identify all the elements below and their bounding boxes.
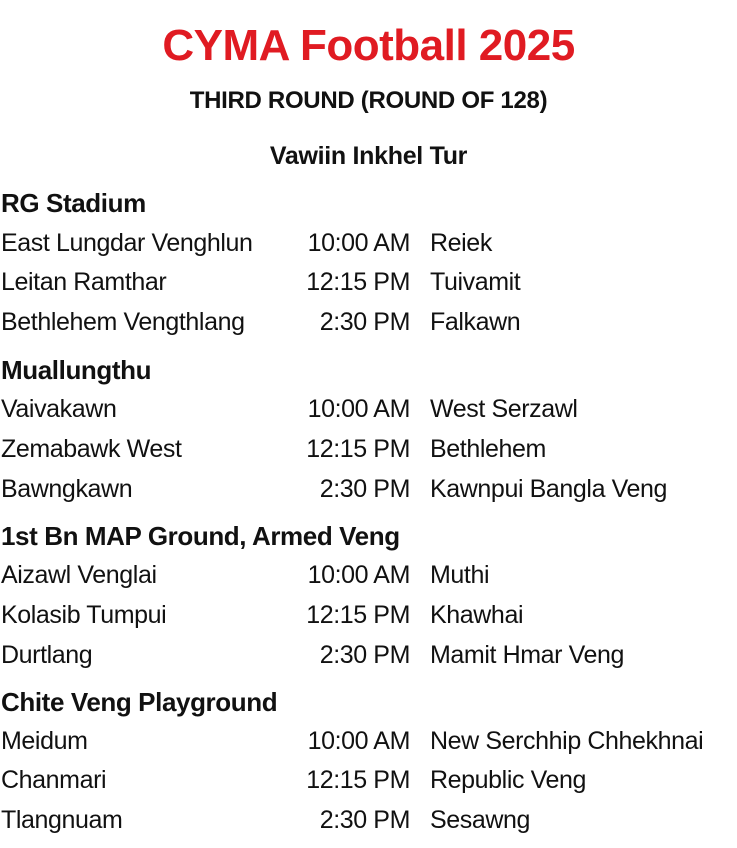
home-team: Tlangnuam — [1, 806, 123, 834]
page-title: CYMA Football 2025 — [162, 21, 575, 70]
venue-heading: Muallungthu — [1, 355, 152, 385]
match-day: Vawiin Inkhel Tur — [269, 142, 468, 170]
away-team: West Serzawl — [430, 395, 578, 423]
home-team: Zemabawk West — [1, 435, 182, 463]
home-team: Leitan Ramthar — [1, 268, 167, 296]
match-row — [0, 432, 737, 466]
home-team: Aizawl Venglai — [1, 561, 157, 589]
home-team: Vaivakawn — [1, 395, 117, 423]
home-team: Bethlehem Vengthlang — [1, 308, 245, 336]
away-team: Falkawn — [430, 308, 521, 336]
round-subtitle: THIRD ROUND (ROUND OF 128) — [189, 87, 548, 114]
kickoff-time: 2:30 PM — [319, 641, 410, 669]
kickoff-time: 10:00 AM — [307, 395, 410, 423]
match-row — [0, 392, 737, 426]
kickoff-time: 2:30 PM — [319, 475, 410, 503]
match-row — [0, 265, 737, 299]
kickoff-time: 12:15 PM — [306, 766, 410, 794]
home-team: Bawngkawn — [1, 475, 133, 503]
away-team: Reiek — [430, 229, 492, 257]
match-row — [0, 558, 737, 592]
away-team: Kawnpui Bangla Veng — [430, 475, 668, 503]
kickoff-time: 10:00 AM — [307, 561, 410, 589]
kickoff-time: 10:00 AM — [307, 229, 410, 257]
match-row — [0, 472, 737, 506]
match-row — [0, 763, 737, 797]
away-team: Khawhai — [430, 601, 524, 629]
match-row — [0, 724, 737, 758]
home-team: East Lungdar Venghlun — [1, 229, 253, 257]
match-row — [0, 305, 737, 339]
away-team: Muthi — [430, 561, 490, 589]
away-team: New Serchhip Chhekhnai — [430, 727, 704, 755]
away-team: Bethlehem — [430, 435, 546, 463]
kickoff-time: 12:15 PM — [306, 435, 410, 463]
venue-heading: RG Stadium — [1, 188, 146, 218]
kickoff-time: 12:15 PM — [306, 601, 410, 629]
away-team: Sesawng — [430, 806, 531, 834]
venue-heading: 1st Bn MAP Ground, Armed Veng — [1, 521, 400, 551]
home-team: Durtlang — [1, 641, 93, 669]
venue-heading: Chite Veng Playground — [1, 687, 278, 717]
home-team: Meidum — [1, 727, 88, 755]
match-row — [0, 226, 737, 260]
kickoff-time: 12:15 PM — [306, 268, 410, 296]
away-team: Tuivamit — [430, 268, 521, 296]
match-row — [0, 598, 737, 632]
home-team: Chanmari — [1, 766, 107, 794]
kickoff-time: 2:30 PM — [319, 308, 410, 336]
kickoff-time: 10:00 AM — [307, 727, 410, 755]
match-row — [0, 803, 737, 837]
away-team: Mamit Hmar Veng — [430, 641, 625, 669]
match-row — [0, 638, 737, 672]
away-team: Republic Veng — [430, 766, 587, 794]
kickoff-time: 2:30 PM — [319, 806, 410, 834]
home-team: Kolasib Tumpui — [1, 601, 167, 629]
